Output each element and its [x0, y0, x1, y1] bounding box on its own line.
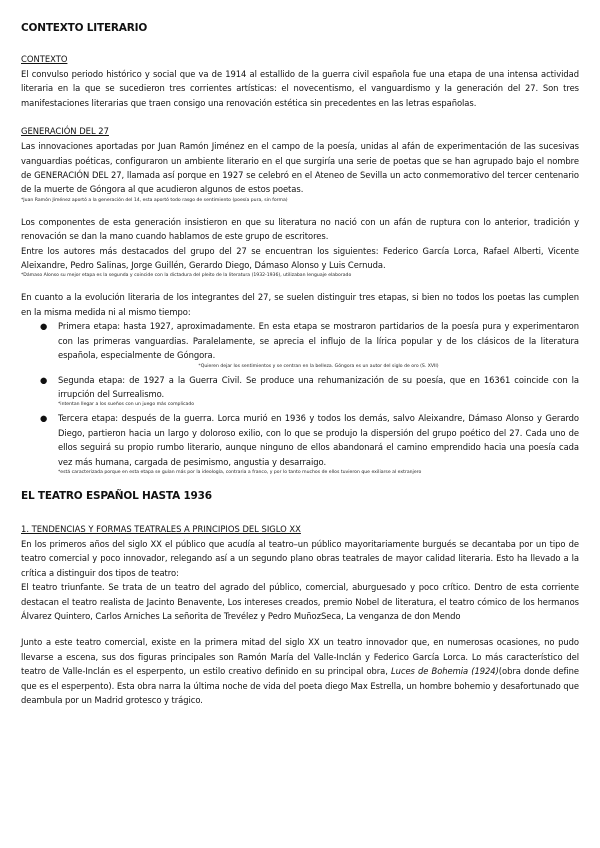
stage-text: Segunda etapa: de 1927 a la Guerra Civil. Se produce una rehumanización de su poesía, que en 16361 coincide con la irrupción del Surrealismo. [58, 374, 579, 399]
subheading-contexto: CONTEXTO [21, 54, 68, 64]
paragraph-evolucion: En cuanto a la evolución literaria de los integrantes del 27, se suelen distinguir tres etapas, si bien no todos los poetas las cumplen en la misma medida ni al mismo tiempo: [21, 292, 579, 317]
stage-text: Tercera etapa: después de la guerra. Lorca murió en 1936 y todos los demás, salvo Aleixandre, Dámaso Alonso y Gerardo Diego, partieron hacia un largo y doloroso exilio, con lo que se produjo la dispersión del grupo poético del 27. Cada uno de ellos seguirá su propio rumbo literario, aunque ninguno de ellos abandonará el camino emprendido hacia una poesía cada vez más humana, cargada de pesimismo, angustia y desarraigo. [58, 413, 579, 467]
bullet-icon: ● [40, 413, 48, 424]
work-title-luces-de-bohemia: Luces de Bohemia (1924) [391, 666, 499, 677]
paragraph-teatro-innovador [21, 635, 579, 707]
paragraph-generacion-tradicion: Los componentes de esta generación insistieron en que su literatura no nació con un afán de ruptura con lo anterior, tradición y renovación se dan la mano cuando hablamos de este grupo de escritores. [21, 216, 579, 242]
paragraph-generacion-intro: Las innovaciones aportadas por Juan Ramón Jiménez en el campo de la poesía, unidas al afán de experimentación de las sucesivas vanguardias poéticas, configuraron un ambiente literario en el que surgiría una serie de poetas que se han agrupado bajo el nombre de GENERACIÓN DEL 27, llamada así porque en 1927 se celebró en el Ateneo de Sevilla un acto conmemorativo del tercer centenario de la muerte de Góngora al que acudieron algunos de estos poetas. [21, 141, 579, 195]
stage-note: *Quieren dejar los sentimientos y se centran en la belleza. Góngora es un autor del siglo de oro (S. XVII) [198, 363, 439, 369]
bullet-icon: ● [40, 374, 48, 385]
paragraph-generacion-autores: Entre los autores más destacados del grupo del 27 se encuentran los siguientes: Federico García Lorca, Rafael Alberti, Vicente Aleixandre, Pedro Salinas, Jorge Guillén, Gerardo Diego, Dámaso Alonso y Luis Cernuda. [21, 245, 579, 271]
text-span: Junto a este teatro comercial, existe en la primera mitad del siglo XX un teatro innovador que, en numerosas ocasiones, no pudo llevarse a escena, sus dos figuras principales son Ramón María del Valle-Inclán y Federico García Lorca. Lo más característico del teatro de Valle-Inclán es el esperpento, un estilo creativo definido en su principal obra, [21, 637, 579, 677]
text-span: (obra donde define que es el esperpento). Esta obra narra la última noche de vida del poeta diego Max Estrella, un hombre bohemio y desafortunado que deambula por un Madrid grotesco y trágico. [21, 666, 579, 705]
bullet-icon: ● [40, 321, 48, 332]
paragraph-contexto: El convulso periodo histórico y social que va de 1914 al estallido de la guerra civil española fue una etapa de una intensa actividad literaria en la que se sucedieron tres corrientes artísticas: el novecentismo, el vanguardismo y la generación del 27. Son tres manifestaciones literarias que traen consigo una renovación estética sin precedentes en las letras españolas. [21, 69, 579, 108]
subheading-generacion-27: GENERACIÓN DEL 27 [21, 126, 109, 137]
section-title-contexto-literario: CONTEXTO LITERARIO [21, 22, 148, 34]
footnote-juan-ramon: *Juan Ramón Jiménez aportó a la generación del 14, esta aportó todo rasgo de sentimiento (poesía pura, sin forma) [21, 197, 288, 203]
section-title-teatro: EL TEATRO ESPAÑOL HASTA 1936 [21, 489, 212, 502]
stage-note: *intentan llegar a los sueños con un juego más complicado [58, 402, 195, 408]
stage-note: *está caracterizada porque en esta etapa se guían más por la ideología, contraria a franco, y por lo tanto muchos de ellos tuvieron que exiliarse al extranjero [58, 469, 422, 475]
subheading-tendencias: 1. TENDENCIAS Y FORMAS TEATRALES A PRINCIPIOS DEL SIGLO XX [21, 523, 301, 534]
paragraph-teatro-triunfante: El teatro triunfante. Se trata de un teatro del agrado del público, comercial, aburguesado y poco crítico. Dentro de esta corriente destacan el teatro realista de Jacinto Benavente, Los intereses creados, premio Nobel de literatura, el teatro cómico de los hermanos Álvarez Quintero, Carlos Arniches La señorita de Trevélez y Pedro MuñozSeca, La venganza de don Mendo [21, 582, 579, 621]
paragraph-teatro-publico: En los primeros años del siglo XX el público que acudía al teatro–un público mayoritariamente burgués se decantaba por un tipo de teatro comercial y poco innovador, relegando así a un segundo plano obras teatrales de mayor calidad literaria. Esto ha llevado a la crítica a distinguir dos tipos de teatro: [21, 538, 579, 578]
list-item [21, 411, 579, 476]
list-item [21, 373, 579, 409]
footnote-damaso: *Dámaso Alonso su mejor etapa es la segunda y coincide con la dictadura del pleito de la literatura (1932-1936), utilizaban lenguaje elaborado [21, 273, 352, 279]
list-item [21, 319, 579, 369]
stages-list [21, 319, 579, 476]
stage-text: Primera etapa: hasta 1927, aproximadamente. En esta etapa se mostraron partidarios de la poesía pura y experimentaron con las primeras vanguardias. Paralelamente, se aprecia el influjo de la lírica popular y de los clásicos de la literatura española, especialmente de Góngora. [58, 321, 579, 361]
